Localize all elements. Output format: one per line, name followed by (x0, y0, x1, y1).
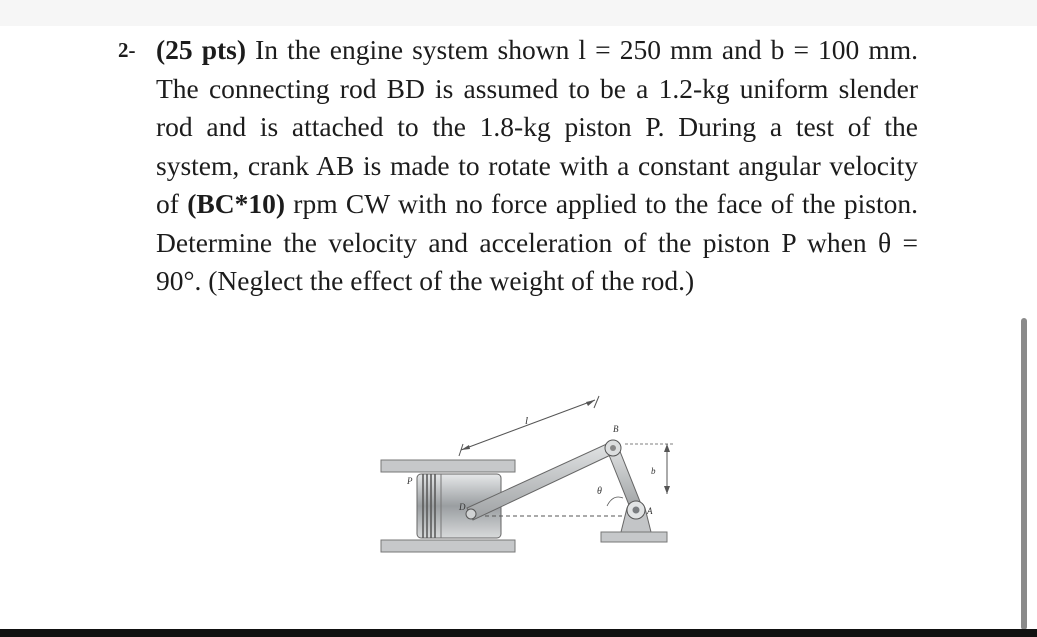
problem-text (156, 31, 918, 301)
top-bar (0, 0, 1037, 26)
label-theta: θ (597, 486, 602, 497)
label-p: P (407, 476, 413, 486)
problem-text-part-1: In the engine system shown l = 250 mm and b = 100 mm. The connecting rod BD is assumed to be a 1.2-kg uniform slender rod and is attached to the 1.8-kg piston P. During a test of the system, crank AB is made to rotate with a constant angular velocity of (156, 34, 918, 219)
label-b-dimension: b (651, 466, 656, 476)
label-a: A (647, 506, 653, 516)
problem-text-part-2: rpm CW with no force applied to the face of the piston. Determine the velocity and acceleration of the piston P when θ = 90°. (Neglect the effect of the weight of the rod.) (156, 188, 918, 296)
bearing-a (601, 501, 667, 542)
label-b: B (613, 424, 619, 434)
dimension-l (459, 396, 599, 456)
bottom-bar (0, 629, 1037, 637)
crank-ab (597, 424, 641, 510)
engine-mechanism-figure (375, 382, 695, 562)
cylinder-wall-top (381, 460, 515, 472)
scrollbar[interactable] (1021, 318, 1027, 630)
problem-number: 2- (118, 38, 136, 62)
cylinder-wall-bottom (381, 540, 515, 552)
problem-points: (25 pts) (156, 34, 247, 65)
problem-statement (118, 31, 918, 301)
label-d: D (459, 502, 466, 512)
angular-speed-expression: (BC*10) (187, 188, 285, 219)
label-l: l (525, 415, 529, 427)
